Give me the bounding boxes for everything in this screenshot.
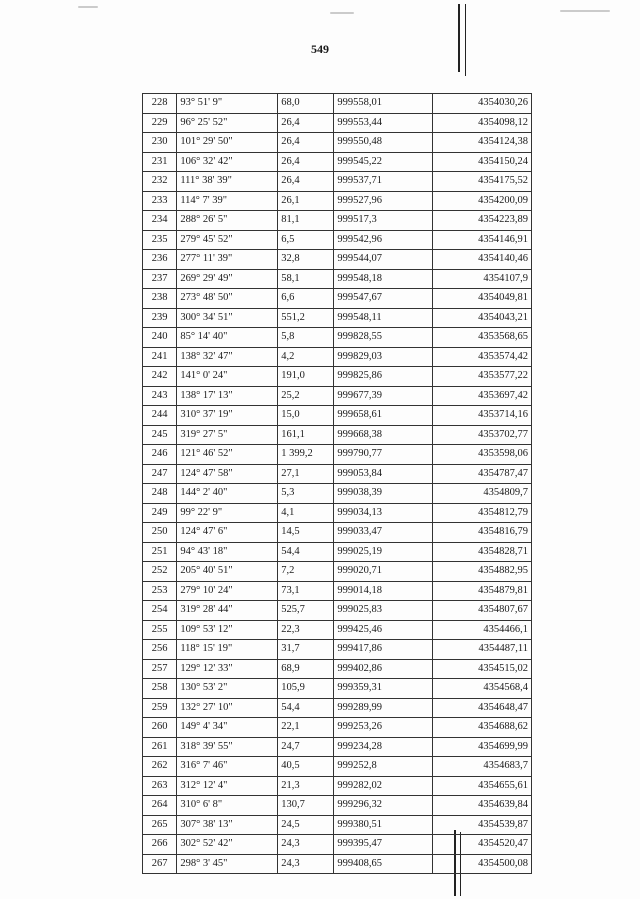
distance-cell: 4,2	[278, 347, 334, 367]
x-coordinate-cell: 999034,13	[334, 503, 433, 523]
y-coordinate-cell: 4354140,46	[433, 250, 532, 270]
coordinates-table	[142, 93, 532, 874]
direction-angle-cell: 273° 48' 50"	[177, 289, 278, 309]
table-row	[143, 815, 532, 835]
direction-angle-cell: 106° 32' 42"	[177, 152, 278, 172]
direction-angle-cell: 109° 53' 12"	[177, 620, 278, 640]
y-coordinate-cell: 4354175,52	[433, 172, 532, 192]
distance-cell: 40,5	[278, 757, 334, 777]
x-coordinate-cell: 999359,31	[334, 679, 433, 699]
x-coordinate-cell: 999548,18	[334, 269, 433, 289]
y-coordinate-cell: 4354515,02	[433, 659, 532, 679]
table-row	[143, 620, 532, 640]
y-coordinate-cell: 4354639,84	[433, 796, 532, 816]
scan-line-top-2	[465, 4, 466, 76]
direction-angle-cell: 99° 22' 9"	[177, 503, 278, 523]
direction-angle-cell: 310° 6' 8"	[177, 796, 278, 816]
direction-angle-cell: 85° 14' 40"	[177, 328, 278, 348]
table-row	[143, 581, 532, 601]
x-coordinate-cell: 999038,39	[334, 484, 433, 504]
distance-cell: 73,1	[278, 581, 334, 601]
x-coordinate-cell: 999677,39	[334, 386, 433, 406]
table-row	[143, 737, 532, 757]
distance-cell: 6,5	[278, 230, 334, 250]
direction-angle-cell: 129° 12' 33"	[177, 659, 278, 679]
point-number-cell: 247	[143, 464, 177, 484]
table-row	[143, 445, 532, 465]
distance-cell: 27,1	[278, 464, 334, 484]
point-number-cell: 228	[143, 94, 177, 114]
table-row	[143, 347, 532, 367]
table-row	[143, 172, 532, 192]
direction-angle-cell: 118° 15' 19"	[177, 640, 278, 660]
y-coordinate-cell: 4354150,24	[433, 152, 532, 172]
direction-angle-cell: 124° 47' 6"	[177, 523, 278, 543]
distance-cell: 5,8	[278, 328, 334, 348]
point-number-cell: 251	[143, 542, 177, 562]
table-row	[143, 250, 532, 270]
point-number-cell: 243	[143, 386, 177, 406]
distance-cell: 26,1	[278, 191, 334, 211]
table-row	[143, 835, 532, 855]
y-coordinate-cell: 4353577,22	[433, 367, 532, 387]
x-coordinate-cell: 999828,55	[334, 328, 433, 348]
x-coordinate-cell: 999825,86	[334, 367, 433, 387]
distance-cell: 191,0	[278, 367, 334, 387]
scan-speck	[330, 12, 354, 14]
x-coordinate-cell: 999033,47	[334, 523, 433, 543]
scan-speck	[78, 6, 98, 8]
distance-cell: 54,4	[278, 698, 334, 718]
distance-cell: 15,0	[278, 406, 334, 426]
direction-angle-cell: 93° 51' 9"	[177, 94, 278, 114]
table-row	[143, 776, 532, 796]
distance-cell: 32,8	[278, 250, 334, 270]
table-row	[143, 308, 532, 328]
x-coordinate-cell: 999402,86	[334, 659, 433, 679]
point-number-cell: 233	[143, 191, 177, 211]
x-coordinate-cell: 999829,03	[334, 347, 433, 367]
table-row	[143, 269, 532, 289]
x-coordinate-cell: 999547,67	[334, 289, 433, 309]
y-coordinate-cell: 4354699,99	[433, 737, 532, 757]
point-number-cell: 238	[143, 289, 177, 309]
y-coordinate-cell: 4354648,47	[433, 698, 532, 718]
table-row	[143, 406, 532, 426]
table-row	[143, 542, 532, 562]
x-coordinate-cell: 999020,71	[334, 562, 433, 582]
scan-speck	[560, 10, 610, 12]
distance-cell: 24,3	[278, 835, 334, 855]
table-row	[143, 464, 532, 484]
distance-cell: 22,1	[278, 718, 334, 738]
point-number-cell: 257	[143, 659, 177, 679]
direction-angle-cell: 130° 53' 2"	[177, 679, 278, 699]
y-coordinate-cell: 4354200,09	[433, 191, 532, 211]
y-coordinate-cell: 4353568,65	[433, 328, 532, 348]
table-row	[143, 718, 532, 738]
y-coordinate-cell: 4354223,89	[433, 211, 532, 231]
point-number-cell: 262	[143, 757, 177, 777]
y-coordinate-cell: 4354812,79	[433, 503, 532, 523]
point-number-cell: 267	[143, 854, 177, 874]
direction-angle-cell: 298° 3' 45"	[177, 854, 278, 874]
x-coordinate-cell: 999253,26	[334, 718, 433, 738]
distance-cell: 68,9	[278, 659, 334, 679]
table-row	[143, 659, 532, 679]
point-number-cell: 230	[143, 133, 177, 153]
coordinates-table-body	[143, 94, 532, 874]
x-coordinate-cell: 999548,11	[334, 308, 433, 328]
y-coordinate-cell: 4354500,08	[433, 854, 532, 874]
point-number-cell: 239	[143, 308, 177, 328]
distance-cell: 54,4	[278, 542, 334, 562]
point-number-cell: 232	[143, 172, 177, 192]
point-number-cell: 229	[143, 113, 177, 133]
scan-line-top	[458, 4, 460, 72]
point-number-cell: 253	[143, 581, 177, 601]
x-coordinate-cell: 999395,47	[334, 835, 433, 855]
distance-cell: 26,4	[278, 113, 334, 133]
distance-cell: 5,3	[278, 484, 334, 504]
table-row	[143, 386, 532, 406]
distance-cell: 22,3	[278, 620, 334, 640]
point-number-cell: 265	[143, 815, 177, 835]
point-number-cell: 258	[143, 679, 177, 699]
distance-cell: 4,1	[278, 503, 334, 523]
direction-angle-cell: 269° 29' 49"	[177, 269, 278, 289]
point-number-cell: 248	[143, 484, 177, 504]
direction-angle-cell: 94° 43' 18"	[177, 542, 278, 562]
direction-angle-cell: 279° 10' 24"	[177, 581, 278, 601]
distance-cell: 81,1	[278, 211, 334, 231]
direction-angle-cell: 318° 39' 55"	[177, 737, 278, 757]
distance-cell: 26,4	[278, 152, 334, 172]
distance-cell: 14,5	[278, 523, 334, 543]
y-coordinate-cell: 4354807,67	[433, 601, 532, 621]
direction-angle-cell: 114° 7' 39"	[177, 191, 278, 211]
point-number-cell: 260	[143, 718, 177, 738]
direction-angle-cell: 149° 4' 34"	[177, 718, 278, 738]
table-row	[143, 211, 532, 231]
y-coordinate-cell: 4354816,79	[433, 523, 532, 543]
x-coordinate-cell: 999425,46	[334, 620, 433, 640]
direction-angle-cell: 310° 37' 19"	[177, 406, 278, 426]
x-coordinate-cell: 999025,19	[334, 542, 433, 562]
point-number-cell: 261	[143, 737, 177, 757]
table-row	[143, 854, 532, 874]
x-coordinate-cell: 999545,22	[334, 152, 433, 172]
point-number-cell: 250	[143, 523, 177, 543]
table-row	[143, 94, 532, 114]
y-coordinate-cell: 4353714,16	[433, 406, 532, 426]
x-coordinate-cell: 999527,96	[334, 191, 433, 211]
x-coordinate-cell: 999252,8	[334, 757, 433, 777]
table-row	[143, 796, 532, 816]
table-row	[143, 523, 532, 543]
x-coordinate-cell: 999544,07	[334, 250, 433, 270]
x-coordinate-cell: 999282,02	[334, 776, 433, 796]
y-coordinate-cell: 4353598,06	[433, 445, 532, 465]
distance-cell: 31,7	[278, 640, 334, 660]
table-row	[143, 113, 532, 133]
direction-angle-cell: 316° 7' 46"	[177, 757, 278, 777]
direction-angle-cell: 319° 28' 44"	[177, 601, 278, 621]
y-coordinate-cell: 4354568,4	[433, 679, 532, 699]
x-coordinate-cell: 999014,18	[334, 581, 433, 601]
y-coordinate-cell: 4353697,42	[433, 386, 532, 406]
table-row	[143, 133, 532, 153]
direction-angle-cell: 132° 27' 10"	[177, 698, 278, 718]
table-row	[143, 503, 532, 523]
x-coordinate-cell: 999517,3	[334, 211, 433, 231]
table-row	[143, 152, 532, 172]
point-number-cell: 242	[143, 367, 177, 387]
distance-cell: 26,4	[278, 172, 334, 192]
distance-cell: 26,4	[278, 133, 334, 153]
direction-angle-cell: 101° 29' 50"	[177, 133, 278, 153]
x-coordinate-cell: 999417,86	[334, 640, 433, 660]
direction-angle-cell: 302° 52' 42"	[177, 835, 278, 855]
table-row	[143, 425, 532, 445]
y-coordinate-cell: 4354787,47	[433, 464, 532, 484]
direction-angle-cell: 288° 26' 5"	[177, 211, 278, 231]
direction-angle-cell: 96° 25' 52"	[177, 113, 278, 133]
distance-cell: 58,1	[278, 269, 334, 289]
x-coordinate-cell: 999053,84	[334, 464, 433, 484]
direction-angle-cell: 141° 0' 24"	[177, 367, 278, 387]
y-coordinate-cell: 4354879,81	[433, 581, 532, 601]
x-coordinate-cell: 999296,32	[334, 796, 433, 816]
x-coordinate-cell: 999553,44	[334, 113, 433, 133]
direction-angle-cell: 277° 11' 39"	[177, 250, 278, 270]
direction-angle-cell: 111° 38' 39"	[177, 172, 278, 192]
distance-cell: 24,7	[278, 737, 334, 757]
y-coordinate-cell: 4354049,81	[433, 289, 532, 309]
distance-cell: 68,0	[278, 94, 334, 114]
x-coordinate-cell: 999025,83	[334, 601, 433, 621]
y-coordinate-cell: 4354539,87	[433, 815, 532, 835]
y-coordinate-cell: 4354882,95	[433, 562, 532, 582]
point-number-cell: 237	[143, 269, 177, 289]
direction-angle-cell: 307° 38' 13"	[177, 815, 278, 835]
distance-cell: 1 399,2	[278, 445, 334, 465]
y-coordinate-cell: 4354146,91	[433, 230, 532, 250]
y-coordinate-cell: 4354124,38	[433, 133, 532, 153]
table-row	[143, 640, 532, 660]
distance-cell: 161,1	[278, 425, 334, 445]
point-number-cell: 264	[143, 796, 177, 816]
point-number-cell: 231	[143, 152, 177, 172]
direction-angle-cell: 144° 2' 40"	[177, 484, 278, 504]
x-coordinate-cell: 999289,99	[334, 698, 433, 718]
direction-angle-cell: 138° 17' 13"	[177, 386, 278, 406]
table-row	[143, 562, 532, 582]
point-number-cell: 244	[143, 406, 177, 426]
y-coordinate-cell: 4353574,42	[433, 347, 532, 367]
point-number-cell: 245	[143, 425, 177, 445]
x-coordinate-cell: 999658,61	[334, 406, 433, 426]
y-coordinate-cell: 4354466,1	[433, 620, 532, 640]
point-number-cell: 254	[143, 601, 177, 621]
y-coordinate-cell: 4354683,7	[433, 757, 532, 777]
page-number: 549	[311, 42, 329, 56]
table-row	[143, 601, 532, 621]
table-row	[143, 698, 532, 718]
direction-angle-cell: 205° 40' 51"	[177, 562, 278, 582]
point-number-cell: 259	[143, 698, 177, 718]
direction-angle-cell: 121° 46' 52"	[177, 445, 278, 465]
distance-cell: 130,7	[278, 796, 334, 816]
y-coordinate-cell: 4354107,9	[433, 269, 532, 289]
x-coordinate-cell: 999380,51	[334, 815, 433, 835]
y-coordinate-cell: 4354520,47	[433, 835, 532, 855]
table-row	[143, 191, 532, 211]
y-coordinate-cell: 4354828,71	[433, 542, 532, 562]
distance-cell: 7,2	[278, 562, 334, 582]
y-coordinate-cell: 4353702,77	[433, 425, 532, 445]
point-number-cell: 255	[143, 620, 177, 640]
table-row	[143, 757, 532, 777]
distance-cell: 525,7	[278, 601, 334, 621]
point-number-cell: 256	[143, 640, 177, 660]
direction-angle-cell: 124° 47' 58"	[177, 464, 278, 484]
x-coordinate-cell: 999408,65	[334, 854, 433, 874]
point-number-cell: 240	[143, 328, 177, 348]
distance-cell: 551,2	[278, 308, 334, 328]
point-number-cell: 263	[143, 776, 177, 796]
point-number-cell: 241	[143, 347, 177, 367]
y-coordinate-cell: 4354043,21	[433, 308, 532, 328]
table-row	[143, 289, 532, 309]
direction-angle-cell: 312° 12' 4"	[177, 776, 278, 796]
direction-angle-cell: 279° 45' 52"	[177, 230, 278, 250]
table-row	[143, 367, 532, 387]
distance-cell: 24,5	[278, 815, 334, 835]
distance-cell: 6,6	[278, 289, 334, 309]
point-number-cell: 266	[143, 835, 177, 855]
distance-cell: 21,3	[278, 776, 334, 796]
x-coordinate-cell: 999550,48	[334, 133, 433, 153]
table-row	[143, 679, 532, 699]
y-coordinate-cell: 4354487,11	[433, 640, 532, 660]
distance-cell: 105,9	[278, 679, 334, 699]
direction-angle-cell: 319° 27' 5"	[177, 425, 278, 445]
point-number-cell: 246	[143, 445, 177, 465]
y-coordinate-cell: 4354030,26	[433, 94, 532, 114]
table-row	[143, 484, 532, 504]
point-number-cell: 234	[143, 211, 177, 231]
direction-angle-cell: 138° 32' 47"	[177, 347, 278, 367]
x-coordinate-cell: 999790,77	[334, 445, 433, 465]
table-row	[143, 328, 532, 348]
point-number-cell: 252	[143, 562, 177, 582]
distance-cell: 25,2	[278, 386, 334, 406]
y-coordinate-cell: 4354655,61	[433, 776, 532, 796]
x-coordinate-cell: 999537,71	[334, 172, 433, 192]
x-coordinate-cell: 999234,28	[334, 737, 433, 757]
distance-cell: 24,3	[278, 854, 334, 874]
y-coordinate-cell: 4354098,12	[433, 113, 532, 133]
table-row	[143, 230, 532, 250]
point-number-cell: 249	[143, 503, 177, 523]
point-number-cell: 236	[143, 250, 177, 270]
x-coordinate-cell: 999542,96	[334, 230, 433, 250]
x-coordinate-cell: 999668,38	[334, 425, 433, 445]
y-coordinate-cell: 4354809,7	[433, 484, 532, 504]
point-number-cell: 235	[143, 230, 177, 250]
y-coordinate-cell: 4354688,62	[433, 718, 532, 738]
x-coordinate-cell: 999558,01	[334, 94, 433, 114]
direction-angle-cell: 300° 34' 51"	[177, 308, 278, 328]
